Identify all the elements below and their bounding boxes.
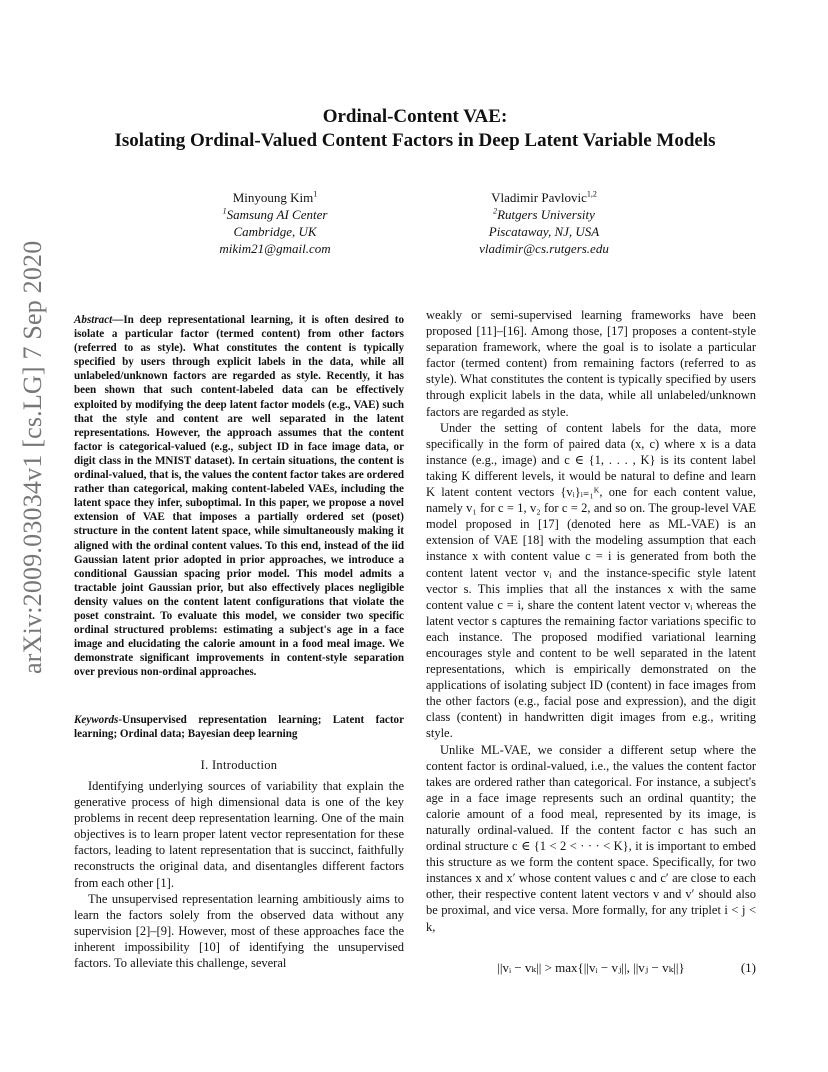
paragraph: weakly or semi-supervised learning frameworks have been proposed [11]–[16]. Among those, [17] proposes a content-style separation framework, where the goal is to isolate a particular factor (termed content) from remaining factors (referred to as style). What constitutes the content is typically specified by users through explicit labels in the data, while all unlabeled/unknown factors are regarded as style. [426, 308, 756, 419]
right-column-text [426, 307, 756, 935]
paper-title-line2: Isolating Ordinal-Valued Content Factors in Deep Latent Variable Models [114, 130, 716, 151]
author-affiliation: $^2$Rutgers University [493, 206, 595, 222]
author-name: Vladimir Pavlovic$^{1,2}$ [491, 189, 597, 205]
paper-title-line1: Ordinal-Content VAE: [322, 106, 508, 127]
paragraph: The unsupervised representation learning ambitiously aims to learn the factors solely from the observed data without any supervision [2]–[9]. However, most of these approaches face the inherent impossibility [10] of identifying the unsupervised factors. To alleviate this challenge, several [74, 891, 404, 971]
section-heading-introduction: I. Introduction [200, 758, 278, 772]
equation-text: ||vᵢ − vₖ|| > max{||vᵢ − vⱼ||, ||vⱼ − vₖ||} [497, 960, 685, 975]
arxiv-watermark [18, 240, 56, 674]
keywords-label: Keywords [74, 714, 119, 726]
paragraph: Identifying underlying sources of variability that explain the generative process of high dimensional data is one of the key problems in recent deep representation learning. One of the main objectives is to learn proper latent vector representation for these factors, leading to latent representation that is succinct, faithfully reconstructs the original data, and disentangles different factors from each other [1]. [74, 779, 404, 890]
paragraph: Unlike ML-VAE, we consider a different setup where the content factor is ordinal-valued, i.e., the values the content factor takes are ordered rather than categorical. For instance, a subject's age in a face image represents such an ordinal quantity; the calorie amount of a food meal, represented by its image, is naturally ordinal-valued. If the content factor c has such an ordinal structure c ∈ {1 < 2 < · · · < K}, it is important to embed this structure as we form the content space. Specifically, for two instances x and x′ whose content values c and c′ are close to each other, their respective content latent vectors v and v′ should also be proximal, and vice versa. More formally, for any triplet i < j < k, [426, 742, 756, 934]
keywords [74, 713, 404, 741]
arxiv-id: arXiv:2009.03034v1 [cs.LG] 7 Sep 2020 [18, 240, 47, 674]
author-email[interactable]: vladimir@cs.rutgers.edu [479, 241, 609, 256]
author-location: Piscataway, NJ, USA [488, 224, 600, 239]
paragraph: Under the setting of content labels for the data, more specifically in the form of paired data (x, c) where x is a data instance (e.g., image) and c ∈ {1, . . . , K} is its content label taking K different levels, it would be natural to define and learn K latent content vectors {vᵢ}ᵢ₌₁ᴷ, one for each content value, namely v₁ for c = 1, v₂ for c = 2, and so on. The group-level VAE model proposed in [17] (denoted here as ML-VAE) is an extension of VAE [18] with the modeling assumption that each instance x with content value c = i is generated from both the content latent vector vᵢ and the instance-specific style latent vector s. This implies that all the instances x with the same content value c = i, share the content latent vector vᵢ whereas the latent vector s captures the remaining factor variations specific to each instance. The proposed modified variational learning encourages style and content to be well separated in the latent representations, which is empirically demonstrated on the applications of isolating subject ID (content) in face images from the other factors (e.g., facial pose and expression), and the digit class (content) in handwritten digit images from e.g., writing style. [426, 420, 756, 741]
introduction-text [74, 778, 404, 971]
keywords-text: -Unsupervised representation learning; Latent factor learning; Ordinal data; Bayesian deep learning [74, 714, 404, 741]
abstract [74, 313, 404, 679]
author-location: Cambridge, UK [233, 224, 317, 239]
equation-number: (1) [740, 960, 756, 975]
author-email[interactable]: mikim21@gmail.com [219, 241, 331, 256]
author-name: Minyoung Kim$^1$ [232, 189, 318, 205]
author-block-1 [125, 189, 425, 257]
author-affiliation: $^1$Samsung AI Center [222, 206, 328, 222]
author-block-2 [394, 189, 694, 257]
equation-1 [426, 960, 756, 976]
abstract-label: Abstract [74, 314, 113, 326]
abstract-text: —In deep representational learning, it is often desired to isolate a particular factor (termed content) from other factors (referred to as style). What constitutes the content is typically specified by users through explicit labels in the data, while all unlabeled/unknown factors are regarded as style. Recently, it has been shown that such content-labeled data can be effectively exploited by modifying the deep latent factor models (e.g., VAE) such that the style and content are well separated in the latent representations. However, the approach assumes that the content factor is categorical-valued (e.g., subject ID in face image data, or digit class in the MNIST dataset). In certain situations, the content is ordinal-valued, that is, the values the content factor takes are ordered rather than categorical, making content-labeled VAEs, including the latent space they infer, suboptimal. In this paper, we propose a novel extension of VAE that imposes a partially ordered set (poset) structure in the content latent space, while simultaneously making it aligned with the ordinal content values. To this end, instead of the iid Gaussian latent prior adopted in prior approaches, we introduce a conditional Gaussian spacing prior model. This model admits a tractable joint Gaussian prior, but also effectively places negligible density values on the content latent configurations that violate the poset constraint. To evaluate this model, we consider two specific ordinal structured problems: estimating a subject's age in a face image and elucidating the calorie amount in a food meal image. We demonstrate significant improvements in content-style separation over previous non-ordinal approaches. [74, 314, 404, 679]
